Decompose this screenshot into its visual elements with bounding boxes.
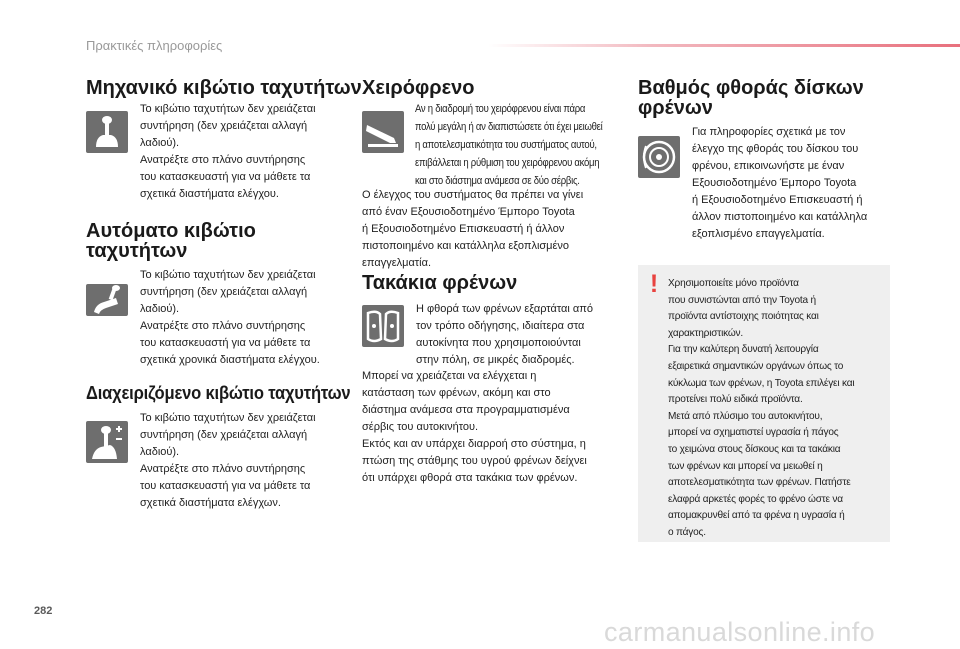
warning-mark-icon: ! <box>649 270 659 298</box>
warning-note-text: Χρησιμοποιείτε μόνο προϊόντα που συνιστώνται από την Toyota ή προϊόντα αντίστοιχης ποιότητας και χαρακτηριστικών. Για την καλύτερη δυνατή λειτουργία εξαιρετικά σημαντικών οργάνων όπως το κύκλωμα των φρένων, η Toyota επιλέγει και προτείνει πολύ ειδικά προϊόντα. Μετά από πλύσιμο του αυτοκινήτου, μπορεί να σχηματιστεί υγρασία ή πάγος το χειμώνα στους δίσκους και τα τακάκια των φρένων και μπορεί να μειωθεί η αποτελεσματικότητα των φρένων. Πατήστε ελαφρά αρκετές φορές το φρένο ώστε να απομακρυνθεί από τα φρένα η υγρασία ή ο πάγος. <box>668 278 855 538</box>
controlled-gearbox-title: Διαχειριζόμενο κιβώτιο ταχυτήτων <box>86 383 351 403</box>
handbrake-text-below: Ο έλεγχος του συστήματος θα πρέπει να γίνει από έναν Εξουσιοδοτημένο Έμπορο Toyota ή Εξουσιοδοτημένο Επισκευαστή ή άλλον πιστοποιημένο και κατάλληλα εξοπλισμένο επαγγελματία. <box>362 189 584 269</box>
brake-pads-title: Τακάκια φρένων <box>362 272 518 294</box>
brake-pads-icon <box>362 305 404 347</box>
disc-wear-text: Για πληροφορίες σχετικά με τον έλεγχο της φθοράς του δίσκου του φρένου, επικοινωνήστε με έναν Εξουσιοδοτημένο Έμπορο Toyota ή Εξουσιοδοτημένο Επισκευαστή ή άλλον πιστοποιημένο και κατάλληλα εξοπλισμένο επαγγελματία. <box>692 126 868 240</box>
disc-wear-title-line1: Βαθμός φθοράς δίσκων <box>638 77 864 99</box>
brake-pads-text-beside: Η φθορά των φρένων εξαρτάται από τον τρόπο οδήγησης, ιδιαίτερα στα αυτοκίνητα που χρησιμοποιούνται στην πόλη, σε μικρές διαδρομές. <box>416 303 593 366</box>
handbrake-text-beside: Αν η διαδρομή του χειρόφρενου είναι πάρα πολύ μεγάλη ή αν διαπιστώσετε ότι έχει μειωθεί η αποτελεσματικότητα του συστήματος αυτού, επιβάλλεται η ρύθμιση του χειρόφρενου ακόμη και στο διάστημα ανάμεσα σε δύο σέρβις. <box>415 103 603 187</box>
automatic-gearbox-text: Το κιβώτιο ταχυτήτων δεν χρειάζεται συντήρηση (δεν χρειάζεται αλλαγή λαδιού). Ανατρέξτε στο πλάνο συντήρησης του κατασκευαστή για να μάθετε τα σχετικά χρονικά διαστήματα ελέγχου. <box>140 269 320 366</box>
controlled-gearbox-icon <box>86 421 128 463</box>
brake-pads-text-below: Μπορεί να χρειάζεται να ελέγχεται η κατάσταση των φρένων, ακόμη και στο διάστημα ανάμεσα στα προγραμματισμένα σέρβις του αυτοκινήτου. Εκτός και αν υπάρχει διαρροή στο σύστημα, η πτώση της στάθμης του υγρού φρένων δείχνει ότι υπάρχει φθορά στα τακάκια των φρένων. <box>362 370 587 484</box>
manual-gearbox-title: Μηχανικό κιβώτιο ταχυτήτων <box>86 77 362 99</box>
site-watermark: carmanualsonline.info <box>604 617 876 647</box>
automatic-gearbox-title-line1: Αυτόματο κιβώτιο <box>86 220 256 242</box>
automatic-selector-icon <box>86 284 128 316</box>
disc-wear-title-line2: φρένων <box>638 97 713 119</box>
controlled-gearbox-text: Το κιβώτιο ταχυτήτων δεν χρειάζεται συντήρηση (δεν χρειάζεται αλλαγή λαδιού). Ανατρέξτε στο πλάνο συντήρησης του κατασκευαστή για να μάθετε τα σχετικά διαστήματα ελέγχων. <box>140 412 316 509</box>
section-label: Πρακτικές πληροφορίες <box>86 38 223 53</box>
manual-gearbox-text: Το κιβώτιο ταχυτήτων δεν χρειάζεται συντήρηση (δεν χρειάζεται αλλαγή λαδιού). Ανατρέξτε στο πλάνο συντήρησης του κατασκευαστή για να μάθετε τα σχετικά διαστήματα ελέγχου. <box>140 103 316 200</box>
header-accent-bar <box>488 44 960 47</box>
brake-disc-icon <box>638 136 680 178</box>
page-number: 282 <box>34 605 53 617</box>
handbrake-icon <box>362 111 404 153</box>
gear-lever-icon <box>86 111 128 153</box>
handbrake-title: Χειρόφρενο <box>362 77 475 99</box>
automatic-gearbox-title-line2: ταχυτήτων <box>86 240 188 262</box>
